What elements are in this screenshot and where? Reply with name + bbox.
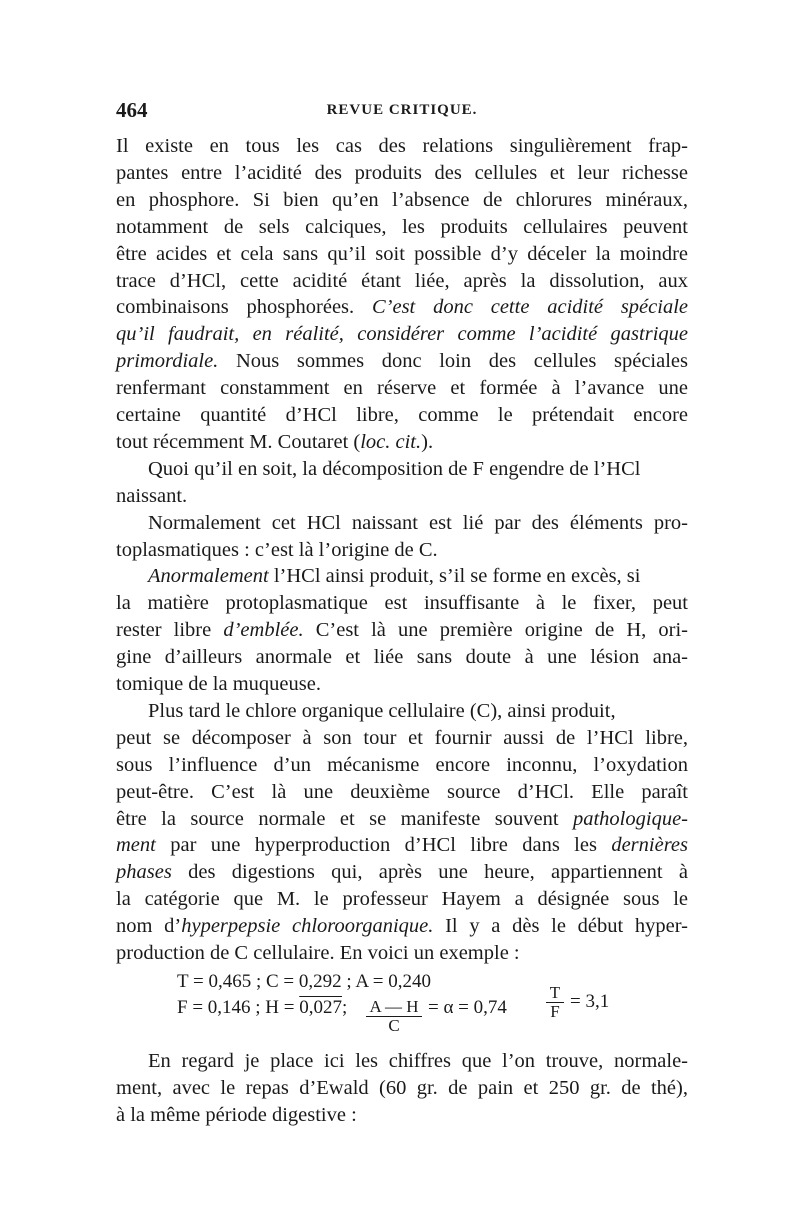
text-line: en phosphore. Si bien qu’en l’absence de chlorures minéraux,: [116, 188, 688, 211]
text-line: à la même période digestive :: [116, 1103, 357, 1126]
text-line: [116, 294, 688, 320]
text-line: production de C cellulaire. En voici un exemple :: [116, 942, 520, 964]
fraction-denominator: C: [366, 1016, 422, 1035]
italic-text: primordiale.: [116, 350, 219, 373]
text-line: la catégorie que M. le professeur Hayem a désignée sous le: [116, 888, 688, 911]
text-line: [116, 321, 688, 347]
text-run: l’HCl ainsi produit, s’il se forme en excès, si: [268, 565, 641, 588]
text-run: nom d’: [116, 915, 182, 938]
formula-separator: ;: [342, 997, 348, 1018]
fraction-numerator: A — H: [369, 997, 419, 1016]
text-run: combinaisons phosphorées.: [116, 296, 372, 319]
italic-text: ment: [116, 834, 156, 857]
page-header: [116, 98, 688, 128]
text-line: sous l’influence d’un mécanisme encore inconnu, l’oxydation: [116, 753, 688, 776]
text-line: [116, 832, 688, 858]
running-title: REVUE CRITIQUE.: [326, 102, 478, 118]
text-run: par une hyperproduction d’HCl libre dans les: [155, 834, 612, 857]
text-line: Plus tard le chlore organique cellulaire (C), ainsi produit,: [148, 699, 616, 722]
text-run: tout récemment M. Coutaret (: [116, 430, 361, 453]
text-line: [116, 913, 688, 939]
text-line: trace d’HCl, cette acidité étant liée, après la dissolution, aux: [116, 269, 688, 292]
italic-text: phases: [116, 861, 172, 884]
text-run: des digestions qui, après une heure, appartiennent à: [171, 861, 688, 884]
text-line: En regard je place ici les chiffres que l’on trouve, normale-: [148, 1050, 688, 1072]
text-line: tomique de la muqueuse.: [116, 673, 321, 695]
formula-row-2: [177, 997, 347, 1019]
text-line: [116, 806, 688, 832]
fraction-t-over-f: [546, 984, 564, 1021]
text-line: [148, 563, 688, 589]
text-line: [116, 617, 688, 643]
fraction-a-h-over-c: [366, 998, 422, 1035]
text-line: Il existe en tous les cas des relations singulièrement frap-: [116, 135, 688, 157]
text-run: être la source normale et se manifeste souvent: [116, 807, 573, 830]
text-line: la matière protoplasmatique est insuffisante à le fixer, peut: [116, 592, 688, 615]
page-number: 464: [116, 98, 148, 122]
text-run: Nous sommes donc loin des cellules spéciales: [218, 350, 688, 373]
text-line: renfermant constamment en réserve et formée à l’avance une: [116, 377, 688, 400]
text-line: être acides et cela sans qu’il soit possible d’y déceler la moindre: [116, 242, 688, 265]
text-run: Il y a dès le début hyper-: [433, 915, 688, 938]
text-line: toplasmatiques : c’est là l’origine de C.: [116, 538, 438, 561]
text-line: peut se décomposer à son tour et fournir aussi de l’HCl libre,: [116, 726, 688, 749]
formula-tf-value: = 3,1: [570, 991, 610, 1012]
text-run: ).: [421, 430, 434, 453]
text-line: Normalement cet HCl naissant est lié par des éléments pro-: [148, 511, 688, 534]
formula-row-2-values: F = 0,146 ; H =: [177, 997, 300, 1018]
formula-row-1: T = 0,465 ; C = 0,292 ; A = 0,240: [177, 971, 432, 992]
text-line: [116, 429, 688, 455]
italic-text: hyperpepsie chloroorganique.: [181, 915, 434, 938]
text-line: certaine quantité d’HCl libre, comme le prétendait encore: [116, 404, 688, 426]
text-line: naissant.: [116, 484, 188, 507]
text-line: ment, avec le repas d’Ewald (60 gr. de pain et 250 gr. de thé),: [116, 1076, 688, 1099]
italic-text: loc. cit.: [360, 430, 422, 453]
italic-text: dernières: [611, 834, 688, 857]
text-line: peut-être. C’est là une deuxième source d’HCl. Elle paraît: [116, 780, 688, 803]
italic-text: pathologique-: [572, 807, 688, 830]
fraction-f: F: [546, 1002, 564, 1021]
italic-text: d’emblée.: [223, 619, 304, 642]
formula-alpha: = α = 0,74: [428, 997, 507, 1018]
formula-h-value: 0,027: [299, 997, 342, 1018]
text-line: [116, 859, 688, 885]
text-run: rester libre: [116, 619, 224, 642]
text-line: gine d’ailleurs anormale et liée sans doute à une lésion ana-: [116, 646, 688, 669]
italic-text: C’est donc cette acidité spéciale: [371, 296, 688, 319]
text-line: notamment de sels calciques, les produits cellulaires peuvent: [116, 215, 688, 238]
text-run: C’est là une première origine de H, ori-: [303, 619, 689, 642]
fraction-t: T: [549, 983, 561, 1002]
italic-text: Anormalement: [148, 565, 269, 588]
italic-text: qu’il faudrait, en réalité, considérer comme l’acidité gastrique: [116, 323, 688, 346]
text-line: [116, 348, 688, 374]
text-line: Quoi qu’il en soit, la décomposition de F engendre de l’HCl: [148, 457, 641, 480]
text-line: pantes entre l’acidité des produits des cellules et leur richesse: [116, 161, 688, 184]
